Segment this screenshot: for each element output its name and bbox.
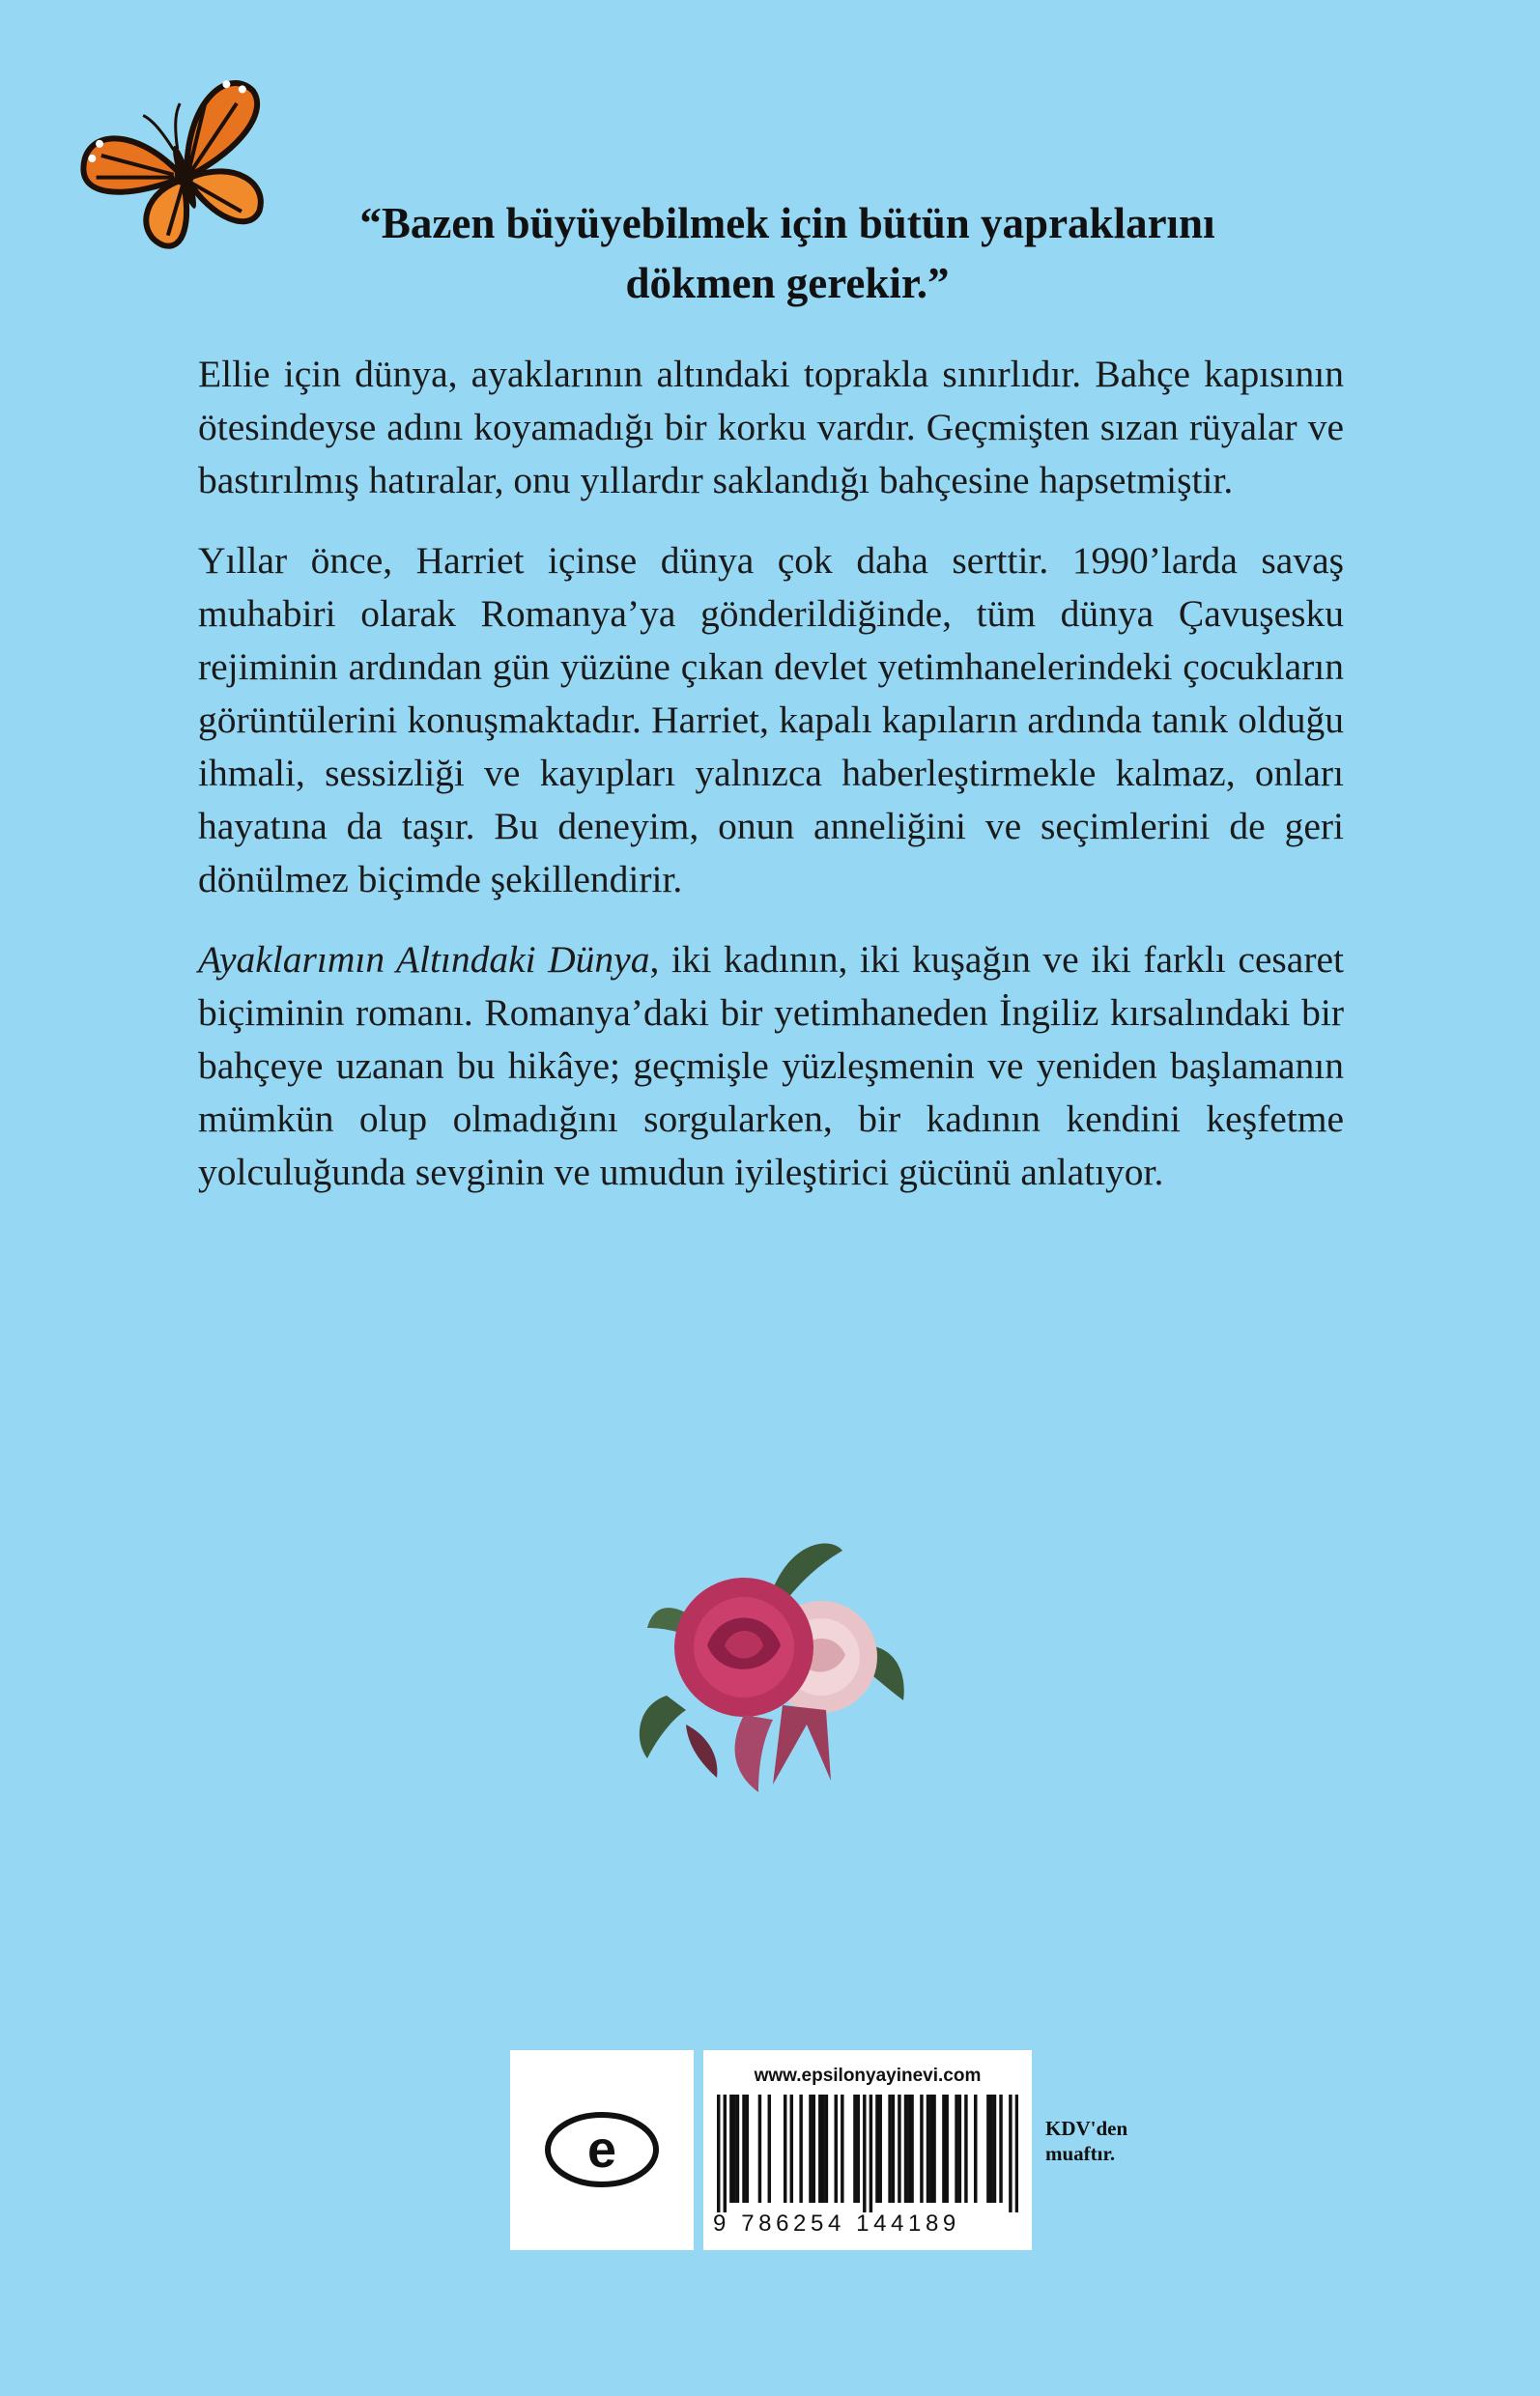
barcode-bar — [768, 2095, 771, 2203]
blurb-paragraph-2: Yıllar önce, Harriet içinse dünya çok daha serttir. 1990’larda savaş muhabiri olarak Romanya’ya gönderildiğinde, tüm dünya Çavuşesku rejiminin ardından gün yüzüne çıkan devlet yetimhanelerindeki çocukların görüntülerini konuşmaktadır. Harriet, kapalı kapıların ardında tanık olduğu ihmali, sessizliği ve kayıpları yalnızca haberleştirmekle kalmaz, onları hayatına da taşır. Bu deneyim, onun anneliğini ve seçimlerini de geri dönülmez biçimde şekillendirir. — [198, 539, 1344, 900]
rose-bouquet-icon — [628, 1531, 918, 1802]
barcode-bar — [809, 2095, 812, 2203]
barcode-bar — [857, 2095, 860, 2203]
barcode-bar — [875, 2095, 878, 2203]
barcode-bar — [732, 2095, 735, 2203]
barcode-bar — [863, 2095, 866, 2212]
barcode-bar — [898, 2095, 900, 2203]
barcode-bar — [736, 2095, 739, 2203]
barcode-bar — [1009, 2095, 1012, 2212]
book-title-italic: Ayaklarımın Altındaki Dünya — [198, 938, 650, 981]
back-cover-blurb — [198, 348, 1344, 1226]
barcode-bar — [892, 2095, 895, 2203]
barcode-bar — [888, 2095, 891, 2203]
barcode-bar — [717, 2095, 720, 2212]
barcode-bar — [835, 2095, 838, 2203]
barcode-bar — [818, 2095, 821, 2203]
barcode-bar — [742, 2095, 745, 2203]
barcode-bar — [904, 2095, 907, 2203]
barcode-bar — [929, 2095, 932, 2203]
epsilon-logo — [544, 2111, 660, 2188]
barcode-bar — [964, 2095, 967, 2203]
barcode-bar — [878, 2095, 881, 2203]
barcode-bar — [942, 2095, 945, 2203]
blurb-paragraph-3 — [198, 933, 1344, 1199]
barcode-bar — [986, 2095, 989, 2203]
barcode-bar — [821, 2095, 824, 2203]
barcode-bar — [724, 2095, 727, 2212]
quote-line-2: dökmen gerekir.” — [625, 259, 950, 307]
barcode-bar — [729, 2095, 732, 2203]
pull-quote — [242, 193, 1333, 313]
barcode-bar — [825, 2095, 828, 2203]
barcode-bar — [907, 2095, 910, 2203]
barcode-bar — [790, 2095, 793, 2203]
barcode-bar — [955, 2095, 957, 2203]
tax-note-line-1: KDV'den — [1045, 2117, 1128, 2140]
barcode-bar — [927, 2095, 929, 2203]
barcode-bar — [989, 2095, 992, 2203]
barcode-bar — [799, 2095, 802, 2203]
barcode-bar — [993, 2095, 996, 2203]
barcode-bar — [945, 2095, 948, 2203]
quote-line-1: “Bazen büyüyebilmek için bütün yapraklarını — [359, 199, 1215, 247]
barcode-bar — [999, 2095, 1002, 2203]
publisher-logo-letter: e — [586, 2121, 617, 2179]
barcode-bar — [974, 2095, 977, 2203]
barcode-bar — [1015, 2095, 1018, 2212]
barcode-bar — [958, 2095, 961, 2203]
barcode-bar — [841, 2095, 843, 2203]
barcode-bar — [920, 2095, 923, 2203]
barcode-bar — [853, 2095, 856, 2203]
isbn-number: 9 786254 144189 — [713, 2211, 960, 2237]
tax-note-line-2: muaftır. — [1045, 2142, 1116, 2165]
publisher-website: www.epsilonyayinevi.com — [754, 2066, 982, 2086]
barcode-bar — [813, 2095, 815, 2203]
barcode-bar — [758, 2095, 761, 2203]
barcode — [717, 2095, 1018, 2212]
barcode-bar — [784, 2095, 786, 2203]
tax-exempt-note — [1045, 2116, 1127, 2166]
barcode-bar — [746, 2095, 749, 2203]
barcode-bar — [870, 2095, 872, 2212]
barcode-bar — [910, 2095, 913, 2203]
isbn-barcode-box — [703, 2050, 1032, 2250]
blurb-paragraph-3-text: , iki kadının, iki kuşağın ve iki farklı cesaret biçiminin romanı. Romanya’daki bir yetimhaneden İngiliz kırsalındaki bir bahçeye uzanan bu hikâye; geçmişle yüzleşmenin ve yeniden başlamanın mümkün olup olmadığını sorgularken, bir kadının kendini keşfetme yolculuğunda sevginin ve umudun iyileştirici gücünü anlatıyor. — [198, 938, 1344, 1193]
barcode-bar — [932, 2095, 935, 2203]
blurb-paragraph-1: Ellie için dünya, ayaklarının altındaki toprakla sınırlıdır. Bahçe kapısının ötesindeyse adını koyamadığı bir korku vardır. Geçmişten sızan rüyalar ve bastırılmış hatıralar, onu yıllardır saklandığı bahçesine hapsetmiştir. — [198, 353, 1344, 501]
publisher-logo-box — [510, 2050, 694, 2250]
